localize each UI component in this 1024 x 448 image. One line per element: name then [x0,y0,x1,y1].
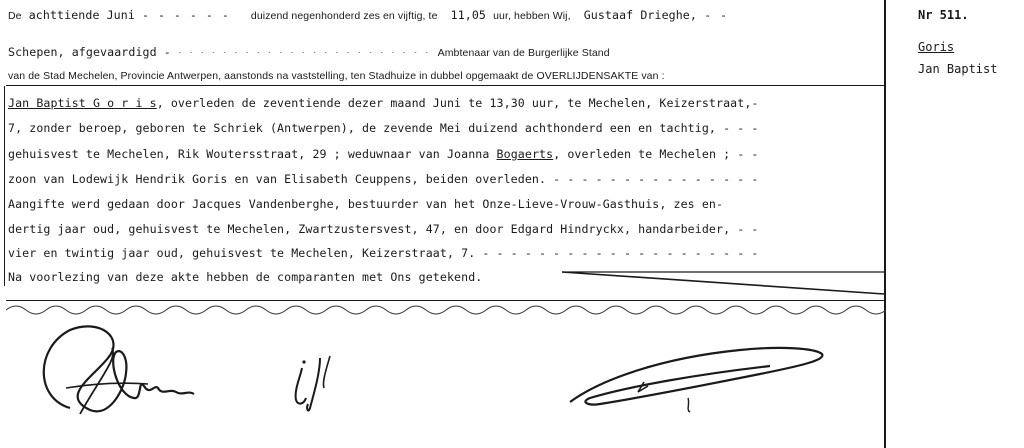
preprinted-year-text: duizend negenhonderd zes en vijftig, te [250,10,438,22]
spouse-surname: Bogaerts [496,147,554,161]
signature-declarant-1 [30,318,200,428]
record-line-8 [8,197,723,211]
record-line-11 [8,270,482,284]
signature-officer [560,340,830,420]
birth-details: 7, zonder beroep, geboren te Schriek (Antwerpen), de zevende Mei duizend achthonderd een en tachtig, - - - [8,121,759,135]
signature-declarant-2 [286,348,346,418]
death-details: , overleden de zeventiende dezer maand Juni te 13,30 uur, te Mechelen, Keizerstraat,- [156,96,759,110]
registration-time: 11,05 [450,8,487,22]
margin-given-names: Jan Baptist [918,62,998,76]
record-number: Nr 511. [918,8,969,22]
record-line-4 [8,96,759,110]
parents-details: zoon van Lodewijk Hendrik Goris en van Elisabeth Ceuppens, beiden overleden. - - - - - - - - - - - - - - - [8,172,759,186]
closing-statement: Na voorlezing van deze akte hebben de comparanten met Ons getekend. [8,270,483,284]
officer-title: Schepen, afgevaardigd - [8,45,171,59]
filler-dashes: - - [704,8,729,22]
preprinted-heading-text: van de Stad Mechelen, Provincie Antwerpen, aanstonds na vaststelling, ten Stadhuize in dubbel opgemaakt de OVERLIJDENSAKTE van : [8,70,665,82]
spouse-death-note: , overleden te Mechelen ; - - [553,147,759,161]
record-line-5 [8,121,758,135]
death-registration-date: achttiende Juni [28,8,135,22]
record-line-7 [8,172,758,186]
closing-diagonal-stroke [560,258,886,296]
main-column-right-rule [884,0,886,448]
deceased-name: Jan Baptist G o r i s [8,96,157,110]
signature-area-scallop-border [6,300,886,318]
margin-surname: Goris [918,40,955,54]
filler-dashes: - - - - - - - - - - - - - - - - - - - - - - - [177,49,431,56]
header-separator [6,85,886,86]
second-declarant-details: vier en twintig jaar oud, gehuisvest te Mechelen, Keizerstraat, 7. - - - - - - - - - - - - - - - - - - - - [8,246,759,260]
declarant-details-continued: dertig jaar oud, gehuisvest te Mechelen, Zwartzustersvest, 47, en door Edgard Hindryckx, handarbeider, - - [8,222,759,236]
record-line-6 [8,147,759,161]
line1-prefix: De [8,10,22,22]
preprinted-registrar-title: Ambtenaar van de Burgerlijke Stand [437,47,610,59]
record-line-9 [8,222,758,236]
declarant-details: Aangifte werd gedaan door Jacques Vandenberghe, bestuurder van het Onze-Lieve-Vrouw-Gasthuis, zes en- [8,197,724,211]
record-line-2 [8,45,610,59]
officer-name: Gustaaf Drieghe, [583,8,697,22]
filler-dashes: - - - - - - [142,8,230,22]
record-line-1 [8,8,728,22]
record-line-3 [8,68,665,82]
preprinted-officer-text: uur, hebben Wij, [493,10,571,22]
residence-and-spouse: gehuisvest te Mechelen, Rik Woutersstraat, 29 ; weduwnaar van Joanna [8,147,490,161]
left-edge-rule [4,86,5,286]
